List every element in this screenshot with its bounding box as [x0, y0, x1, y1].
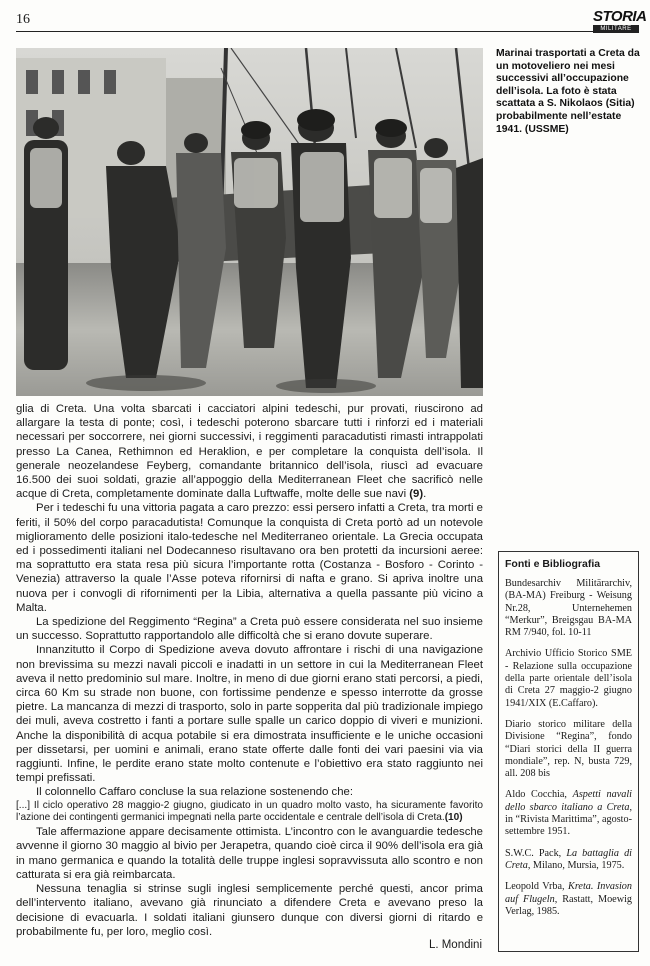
- paragraph-text: .: [423, 488, 427, 501]
- footnote-ref: (10): [444, 812, 463, 824]
- source-author: S.W.C. Pack,: [505, 847, 567, 859]
- footnote-ref: (9): [409, 488, 424, 501]
- article-paragraph: Nessuna tenaglia si strinse sugli inglesi semplicemente perché questi, ancor prima dell’intervento italiano, avevano già rinunciato a difendere Creta e avevano preso la decisione di evacuarla. I soldati italiani giunsero dunque con diversi giorni di ritardo e probabilmente fu, per loro, meglio così.: [16, 883, 483, 938]
- source-author: Leopold Vrba,: [505, 881, 569, 893]
- source-entry: Diario storico militare della Divisione “Regina”, fondo “Diari storici della II guerra mondiale”, rep. N, busta 729, all. 208 bis: [505, 718, 632, 780]
- source-entry: [505, 789, 632, 838]
- sources-title: Fonti e Bibliografia: [505, 558, 601, 570]
- article-paragraph: La spedizione del Reggimento “Regina” a Creta può essere considerata nel suo insieme un successo. Soprattutto rapportandolo alle difficoltà che si erano dovute superare.: [16, 616, 483, 643]
- source-title: Kreta. Invasion auf Flugeln: [505, 881, 632, 905]
- block-quote: [16, 800, 483, 826]
- author-signature: L. Mondini: [428, 939, 482, 951]
- source-title: Aspetti navali dello sbarco italiano a Creta: [505, 789, 632, 813]
- source-details: , Rastatt, Moewig Verlag, 1985.: [505, 893, 632, 917]
- source-details: , in “Rivista Marittima”, agosto-settembre 1951.: [505, 801, 632, 838]
- article-paragraph: Tale affermazione appare decisamente ottimista. L’incontro con le avanguardie tedesche avvenne il giorno 30 maggio al bivio per Jerapetra, quando cioè circa il 90% dell’isola era già in mano germanica e quando la totalità delle truppe inglesi sopravvissuta allo scontro e non catturata si era già reimbarcata.: [16, 826, 483, 881]
- article-paragraph: [16, 402, 483, 501]
- sources-box: [498, 551, 639, 952]
- page-number: 16: [16, 12, 30, 27]
- source-title: La battaglia di Creta: [505, 847, 632, 871]
- paragraph-text: glia di Creta. Una volta sbarcati i cacciatori alpini tedeschi, pur provati, riuscirono ad allargare la testa di ponte; così, i tedeschi poterono sbarcare tutti i rinforzi ed i materiali necessari per soccorrere, nei giorni successivi, i reggimenti paracadutisti rimasti intrappolati presso La Canea, Rethimnon ed Heraklion, e per completare la conquista dell’isola. Il generale neozelandese Feyberg, comandante britannico dell’isola, riuscì ad evacuare 16.500 dei suoi soldati, grazie all’appoggio della Mediterranean Fleet che sacrificò nelle acque di Creta, completamente dominate dalla Luftwaffe, molte delle sue navi: [16, 403, 483, 501]
- header-rule: [16, 31, 596, 32]
- historical-photo: [16, 48, 483, 396]
- quote-text: [...] Il ciclo operativo 28 maggio-2 giugno, giudicato in un quadro molto vasto, ha sicuramente favorito l’azione dei contingenti germanici impegnati nella parte occidentale e centrale dell’isola di Creta.: [16, 799, 483, 824]
- source-details: , Milano, Mursia, 1975.: [527, 859, 625, 871]
- article-paragraph: Per i tedeschi fu una vittoria pagata a caro prezzo: essi persero infatti a Creta, tra morti e feriti, il 50% del corpo paracadutista! Comunque la conquista di Creta portò ad un notevole miglioramento delle posizioni italo-tedesche nel Mediterraneo orientale. La Grecia occupata ed i possedimenti italiani nel Dodecanneso risultavano ora ben protetti da incursioni aeree: ma soprattutto era stata resa più sicura l’importante rotta (Costanza - Bosforo - Corinto - Venezia) attraverso la quale l’Asse poteva rifornirsi di nafta e grano. Si apriva inoltre una nuova per i convogli di rifornimenti per la Libia, alternativa a quella passante più vicino a Malta.: [16, 502, 483, 614]
- source-entry: [505, 881, 632, 918]
- article-paragraph: Innanzitutto il Corpo di Spedizione aveva dovuto affrontare i rischi di una navigazione non brevissima su mezzi navali piccoli e inadatti in un settore in cui la Mediterranean Fleet aveva il netto predominio sul mare. Inoltre, in meno di due giorni erano stati percorsi, a piedi, circa 60 Km su strade non buone, con fortissime pendenze e spesso interrotte da grosse pietre. La mancanza di mezzi di trasporto, solo in parte sopperita dal più tradizionale impiego dei muli, aveva costretto i fanti a portare sulle spalle un carico doppio di viveri e munizioni. Anche la disponibilità di acqua potabile si era dimostrata insufficiente e le uniche occasioni per dissetarsi, per uomini e animali, erano state offerte dalle fonti dei vari paesini via via raggiunti. Infine, le perdite erano state molto contenute e l’obiettivo era stato raggiunto nei tempi prefissati.: [16, 644, 483, 785]
- article-paragraph: Il colonnello Caffaro concluse la sua relazione sostenendo che:: [36, 786, 353, 799]
- source-entry: Bundesarchiv Militärarchiv, (BA-MA) Freiburg - Weisung Nr.28, Unternehemen “Merkur”, Breigsgau BA-MA RM 7/940, fol. 10-11: [505, 578, 632, 639]
- article-body: [16, 402, 483, 939]
- logo-title: STORIA: [593, 8, 647, 25]
- photo-caption: Marinai trasportati a Creta da un motoveliero nei mesi successivi all’occupazione dell’isola. La foto è stata scattata a S. Nikolaos (Sitia) probabilmente nell’estate 1941. (USSME): [496, 48, 640, 135]
- logo-subtitle: MILITARE: [593, 25, 639, 33]
- source-entry: Archivio Ufficio Storico SME - Relazione sulla occupazione della parte orientale dell’isola di Creta 27 maggio-2 giugno 1941/XIX (E.Caffaro).: [505, 648, 632, 709]
- photo-illustration: [16, 48, 483, 396]
- source-author: Aldo Cocchia,: [505, 789, 573, 801]
- magazine-logo: [593, 8, 647, 34]
- source-entry: [505, 848, 632, 873]
